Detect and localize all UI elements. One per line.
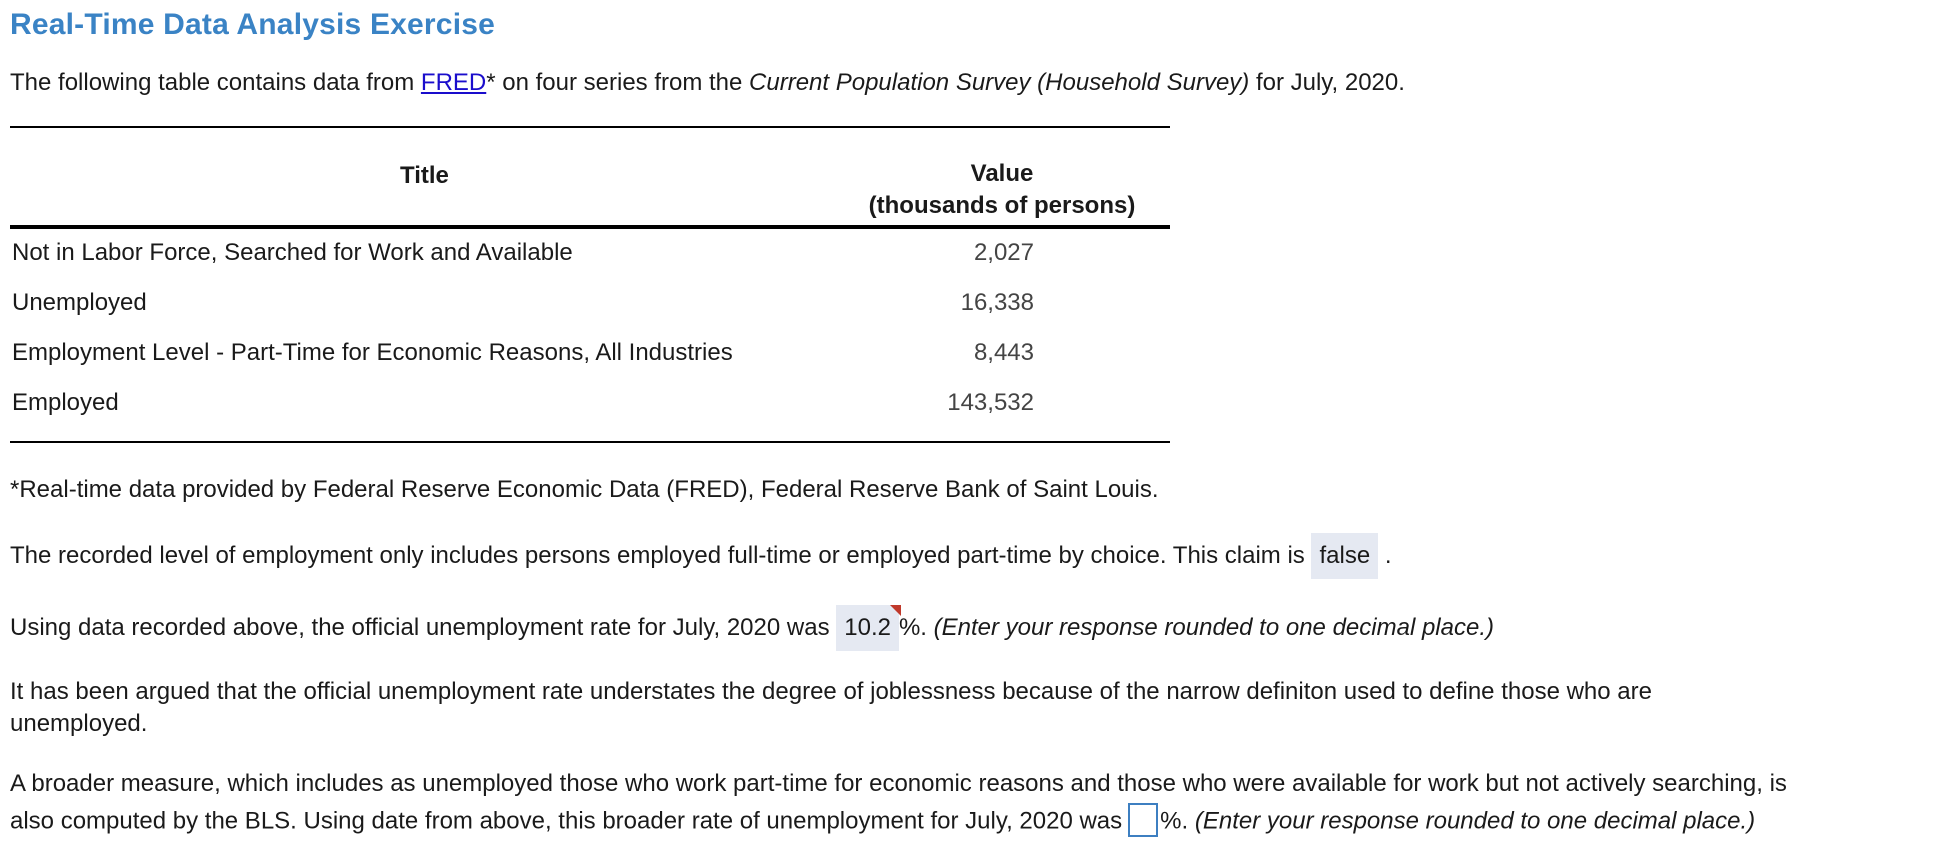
page-title: Real-Time Data Analysis Exercise	[10, 8, 495, 41]
question-1-text: The recorded level of employment only includes persons employed full-time or employed part-time by choice. This claim is	[10, 542, 1305, 569]
question-4-text: also computed by the BLS. Using date from above, this broader rate of unemployment for July, 2020 was	[10, 807, 1123, 835]
table-row	[10, 279, 1170, 329]
question-1-answer-field[interactable]: false	[1311, 533, 1378, 579]
survey-name: Current Population Survey (Household Survey)	[749, 69, 1250, 96]
intro-after-link: * on four series from the	[486, 69, 750, 96]
question-2-instruction: (Enter your response rounded to one decimal place.)	[933, 614, 1494, 641]
question-4-instruction: (Enter your response rounded to one decimal place.)	[1194, 807, 1756, 835]
question-2-text: Using data recorded above, the official unemployment rate for July, 2020 was	[10, 614, 830, 641]
question-4-line-2	[10, 805, 1755, 839]
fred-link[interactable]: FRED	[420, 69, 487, 96]
table-row	[10, 379, 1170, 429]
row-title: Not in Labor Force, Searched for Work and Available	[12, 239, 573, 266]
question-2	[10, 605, 1494, 651]
footnote: *Real-time data provided by Federal Reserve Economic Data (FRED), Federal Reserve Bank of Saint Louis.	[10, 476, 1159, 503]
question-4-line-1: A broader measure, which includes as unemployed those who work part-time for economic reasons and those who were available for work but not actively searching, is	[10, 770, 1787, 797]
question-3-line-1: It has been argued that the official unemployment rate understates the degree of joblessness because of the narrow definiton used to define those who are	[10, 678, 1652, 705]
question-2-unit: %.	[898, 614, 927, 641]
question-4-unit: %.	[1160, 807, 1189, 835]
column-header-title: Title	[400, 162, 449, 189]
row-title: Unemployed	[12, 289, 147, 316]
question-1	[10, 533, 1392, 579]
table-row	[10, 329, 1170, 379]
question-1-end: .	[1384, 542, 1392, 569]
row-value: 8,443	[973, 339, 1034, 366]
intro-paragraph	[10, 67, 1405, 99]
table-header	[10, 128, 1170, 229]
question-3-line-2: unemployed.	[10, 710, 148, 737]
column-header-value-line2: (thousands of persons)	[868, 192, 1136, 219]
question-2-answer-field[interactable]: 10.2	[836, 605, 899, 651]
row-title: Employment Level - Part-Time for Economic Reasons, All Industries	[12, 339, 733, 366]
row-title: Employed	[12, 389, 119, 416]
table-row	[10, 229, 1170, 279]
row-value: 16,338	[960, 289, 1034, 316]
table-bottom-rule	[10, 429, 1170, 443]
row-value: 143,532	[947, 389, 1034, 416]
intro-end: for July, 2020.	[1249, 69, 1405, 96]
question-4-answer-field[interactable]	[1128, 803, 1158, 837]
row-value: 2,027	[973, 239, 1034, 266]
intro-before-link: The following table contains data from	[10, 69, 421, 96]
column-header-value	[852, 158, 1152, 222]
column-header-value-line1: Value	[970, 160, 1034, 187]
data-table	[10, 126, 1170, 443]
